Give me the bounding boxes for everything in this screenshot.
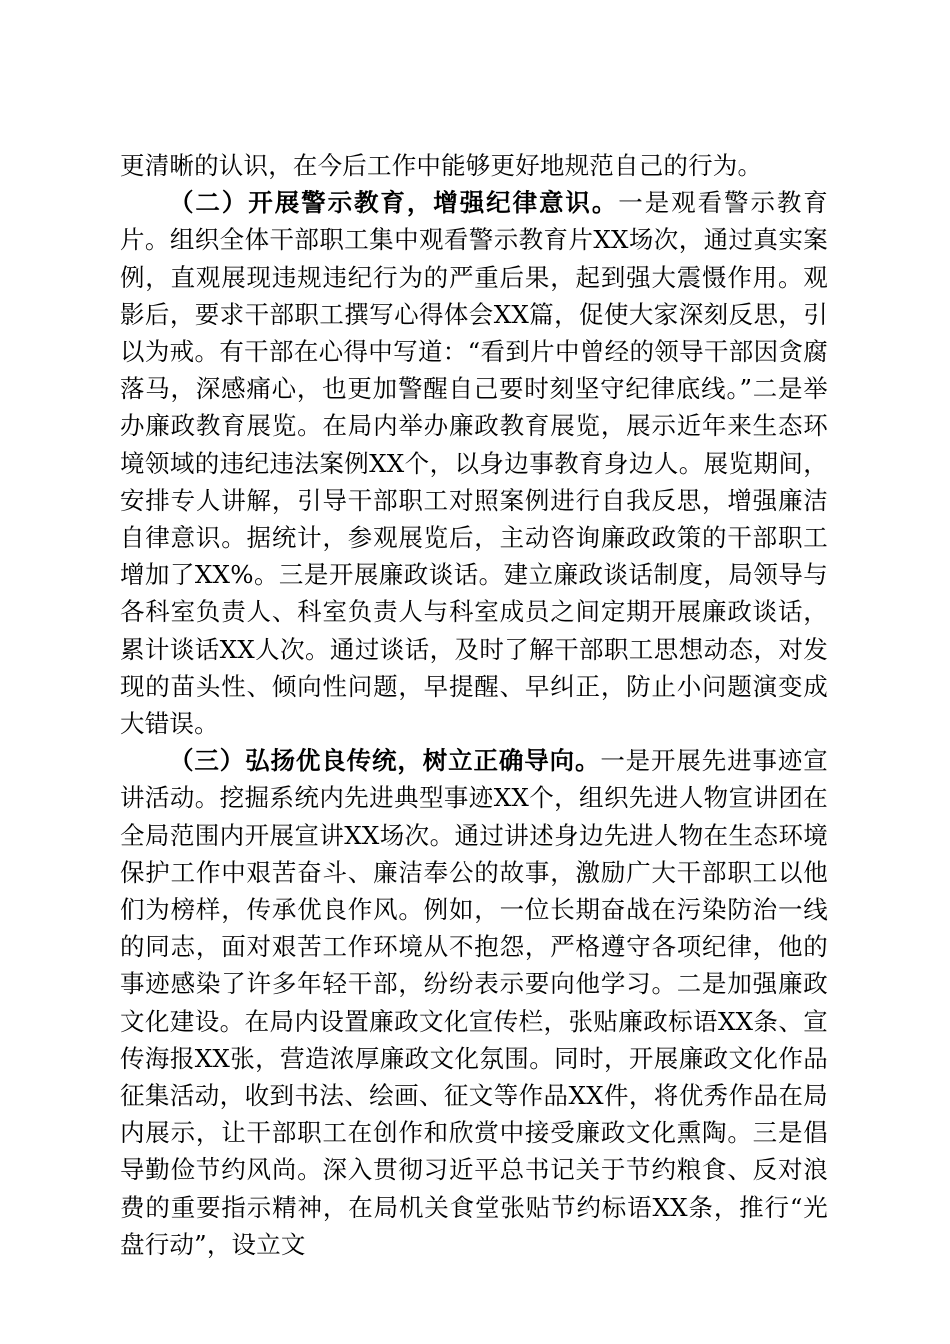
paragraph-text: 一是开展先进事迹宣讲活动。挖掘系统内先进典型事迹XX个，组织先进人物宣讲团在全局范围内开展宣讲XX场次。通过讲述身边先进人物在生态环境保护工作中艰苦奋斗、廉洁奉公的故事，激励广大干部职工以他们为榜样，传承优良作风。例如，一位长期奋战在污染防治一线的同志，面对艰苦工作环境从不抱怨，严格遵守各项纪律，他的事迹感染了许多年轻干部，纷纷表示要向他学习。二是加强廉政文化建设。在局内设置廉政文化宣传栏，张贴廉政标语XX条、宣传海报XX张，营造浓厚廉政文化氛围。同时，开展廉政文化作品征集活动，收到书法、绘画、征文等作品XX件，将优秀作品在局内展示，让干部职工在创作和欣赏中接受廉政文化熏陶。三是倡导勤俭节约风尚。深入贯彻习近平总书记关于节约粮食、反对浪费的重要指示精神，在局机关食堂张贴节约标语XX条，推行“光盘行动”，设立文 xyxy=(120,746,828,1259)
paragraph-fine-traditions xyxy=(120,742,828,1263)
section-heading-two: （二）开展警示教育，增强纪律意识。 xyxy=(169,188,619,218)
paragraph-warning-education xyxy=(120,184,828,742)
section-heading-three: （三）弘扬优良传统，树立正确导向。 xyxy=(169,746,601,776)
paragraph-text: 一是观看警示教育片。组织全体干部职工集中观看警示教育片XX场次，通过真实案例，直观展现违规违纪行为的严重后果，起到强大震慑作用。观影后，要求干部职工撰写心得体会XX篇，促使大家深刻反思，引以为戒。有干部在心得中写道：“看到片中曾经的领导干部因贪腐落马，深感痛心，也更加警醒自己要时刻坚守纪律底线。”二是举办廉政教育展览。在局内举办廉政教育展览，展示近年来生态环境领域的违纪违法案例XX个，以身边事教育身边人。展览期间，安排专人讲解，引导干部职工对照案例进行自我反思，增强廉洁自律意识。据统计，参观展览后，主动咨询廉政政策的干部职工增加了XX%。三是开展廉政谈话。建立廉政谈话制度，局领导与各科室负责人、科室负责人与科室成员之间定期开展廉政谈话，累计谈话XX人次。通过谈话，及时了解干部职工思想动态，对发现的苗头性、倾向性问题，早提醒、早纠正，防止小问题演变成大错误。 xyxy=(120,188,828,739)
paragraph-text: 更清晰的认识，在今后工作中能够更好地规范自己的行为。 xyxy=(120,151,763,180)
paragraph-continuation xyxy=(120,147,828,184)
document-body xyxy=(120,147,828,1263)
